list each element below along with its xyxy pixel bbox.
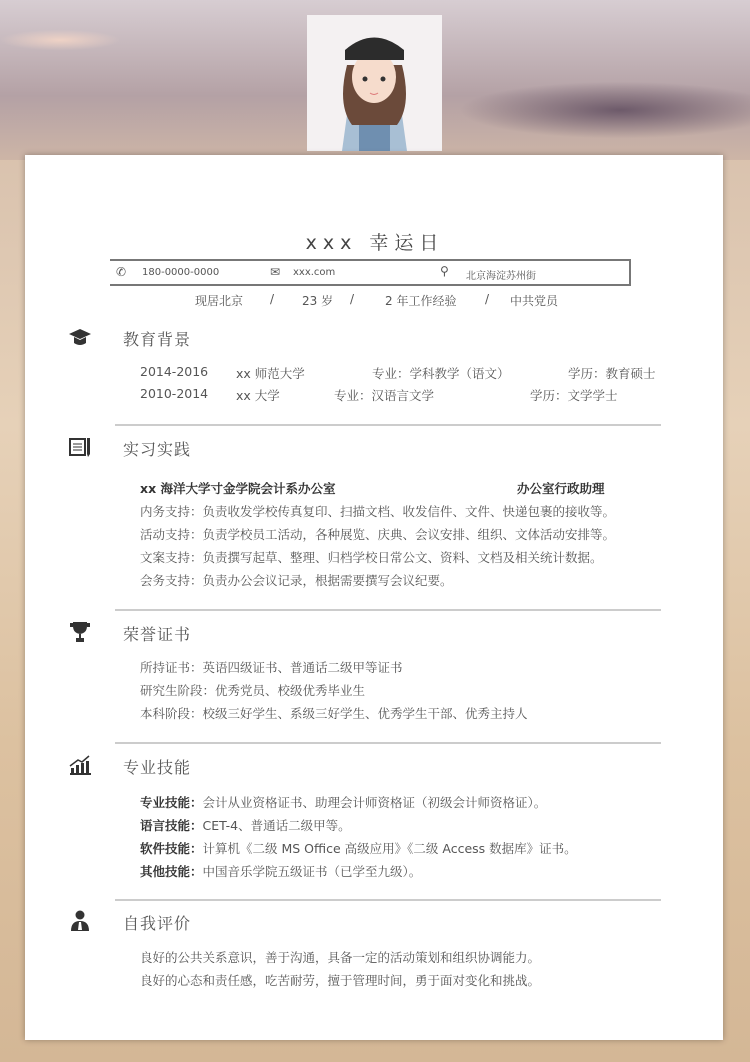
- internship-item: 文案支持：负责撰写起草、整理、归档学校日常公文、资料、文档及相关统计数据。: [140, 550, 603, 565]
- skill-text: 中国音乐学院五级证书（已学至九级）。: [202, 864, 422, 879]
- phone-icon: ✆: [116, 265, 127, 279]
- meta-experience: 2 年工作经验: [385, 294, 457, 308]
- self-eval-item: 良好的心态和责任感，吃苦耐劳，擅于管理时间，勇于面对变化和挑战。: [140, 973, 541, 988]
- edu-major: 专业：学科教学（语文）: [372, 366, 510, 381]
- divider: [115, 899, 661, 901]
- section-title-internship: 实习实践: [123, 440, 192, 459]
- skill-item: [140, 816, 351, 834]
- resume-card: [25, 155, 723, 1040]
- honor-item: 本科阶段：校级三好学生、系级三好学生、优秀学生干部、优秀主持人: [140, 706, 528, 721]
- document-pen-icon: [68, 436, 92, 458]
- candidate-name: xxx 幸运日: [305, 232, 445, 254]
- edu-degree: 学历：教育硕士: [568, 366, 656, 381]
- meta-sep: /: [485, 292, 490, 306]
- edu-school: xx 大学: [236, 388, 280, 403]
- skill-label: 软件技能：: [140, 841, 203, 856]
- skill-item: [140, 793, 546, 811]
- edu-major: 专业：汉语言文学: [334, 388, 435, 403]
- mail-icon: ✉: [270, 265, 281, 279]
- growth-chart-icon: [68, 754, 92, 776]
- person-icon: [68, 910, 92, 932]
- section-title-skills: 专业技能: [123, 758, 192, 777]
- section-title-self-evaluation: 自我评价: [123, 914, 192, 933]
- divider: [115, 742, 661, 744]
- section-title-honors: 荣誉证书: [123, 625, 192, 644]
- divider: [115, 424, 661, 426]
- meta-sep: /: [350, 292, 355, 306]
- divider: [115, 609, 661, 611]
- skill-text: 会计从业资格证书、助理会计师资格证（初级会计师资格证）。: [202, 795, 547, 810]
- contact-bar: [110, 259, 631, 286]
- phone: 180-0000-0000: [142, 267, 220, 278]
- skill-label: 语言技能：: [140, 818, 203, 833]
- edu-degree: 学历：文学学士: [530, 388, 618, 403]
- trophy-icon: [68, 621, 92, 643]
- address: 北京海淀苏州街: [466, 271, 536, 282]
- skill-text: CET-4、普通话二级甲等。: [202, 818, 351, 833]
- skill-item: [140, 862, 421, 880]
- honor-item: 研究生阶段：优秀党员、校级优秀毕业生: [140, 683, 366, 698]
- meta-politics: 中共党员: [510, 294, 559, 308]
- location-pin-icon: ⚲: [440, 264, 449, 278]
- internship-org: xx 海洋大学寸金学院会计系办公室: [140, 481, 336, 496]
- self-eval-item: 良好的公共关系意识，善于沟通，具备一定的活动策划和组织协调能力。: [140, 950, 541, 965]
- skill-item: [140, 839, 577, 857]
- meta-age: 23 岁: [302, 294, 334, 308]
- avatar-photo: [307, 15, 442, 151]
- skill-text: 计算机《二级 MS Office 高级应用》《二级 Access 数据库》证书。: [202, 841, 577, 856]
- section-title-education: 教育背景: [123, 330, 192, 349]
- edu-school: xx 师范大学: [236, 366, 305, 381]
- meta-city: 现居北京: [195, 294, 244, 308]
- meta-sep: /: [270, 292, 275, 306]
- edu-years: 2010-2014: [140, 386, 209, 401]
- honor-item: 所持证书：英语四级证书、普通话二级甲等证书: [140, 660, 403, 675]
- internship-role: 办公室行政助理: [517, 481, 605, 496]
- internship-item: 活动支持：负责学校员工活动，各种展览、庆典、会议安排、组织、文体活动安排等。: [140, 527, 616, 542]
- skill-label: 专业技能：: [140, 795, 203, 810]
- internship-item: 会务支持：负责办公会议记录，根据需要撰写会议纪要。: [140, 573, 453, 588]
- graduation-cap-icon: [68, 326, 92, 348]
- edu-years: 2014-2016: [140, 364, 209, 379]
- email: xxx.com: [293, 267, 336, 278]
- internship-item: 内务支持：负责收发学校传真复印、扫描文档、收发信件、文件、快递包裹的接收等。: [140, 504, 616, 519]
- skill-label: 其他技能：: [140, 864, 203, 879]
